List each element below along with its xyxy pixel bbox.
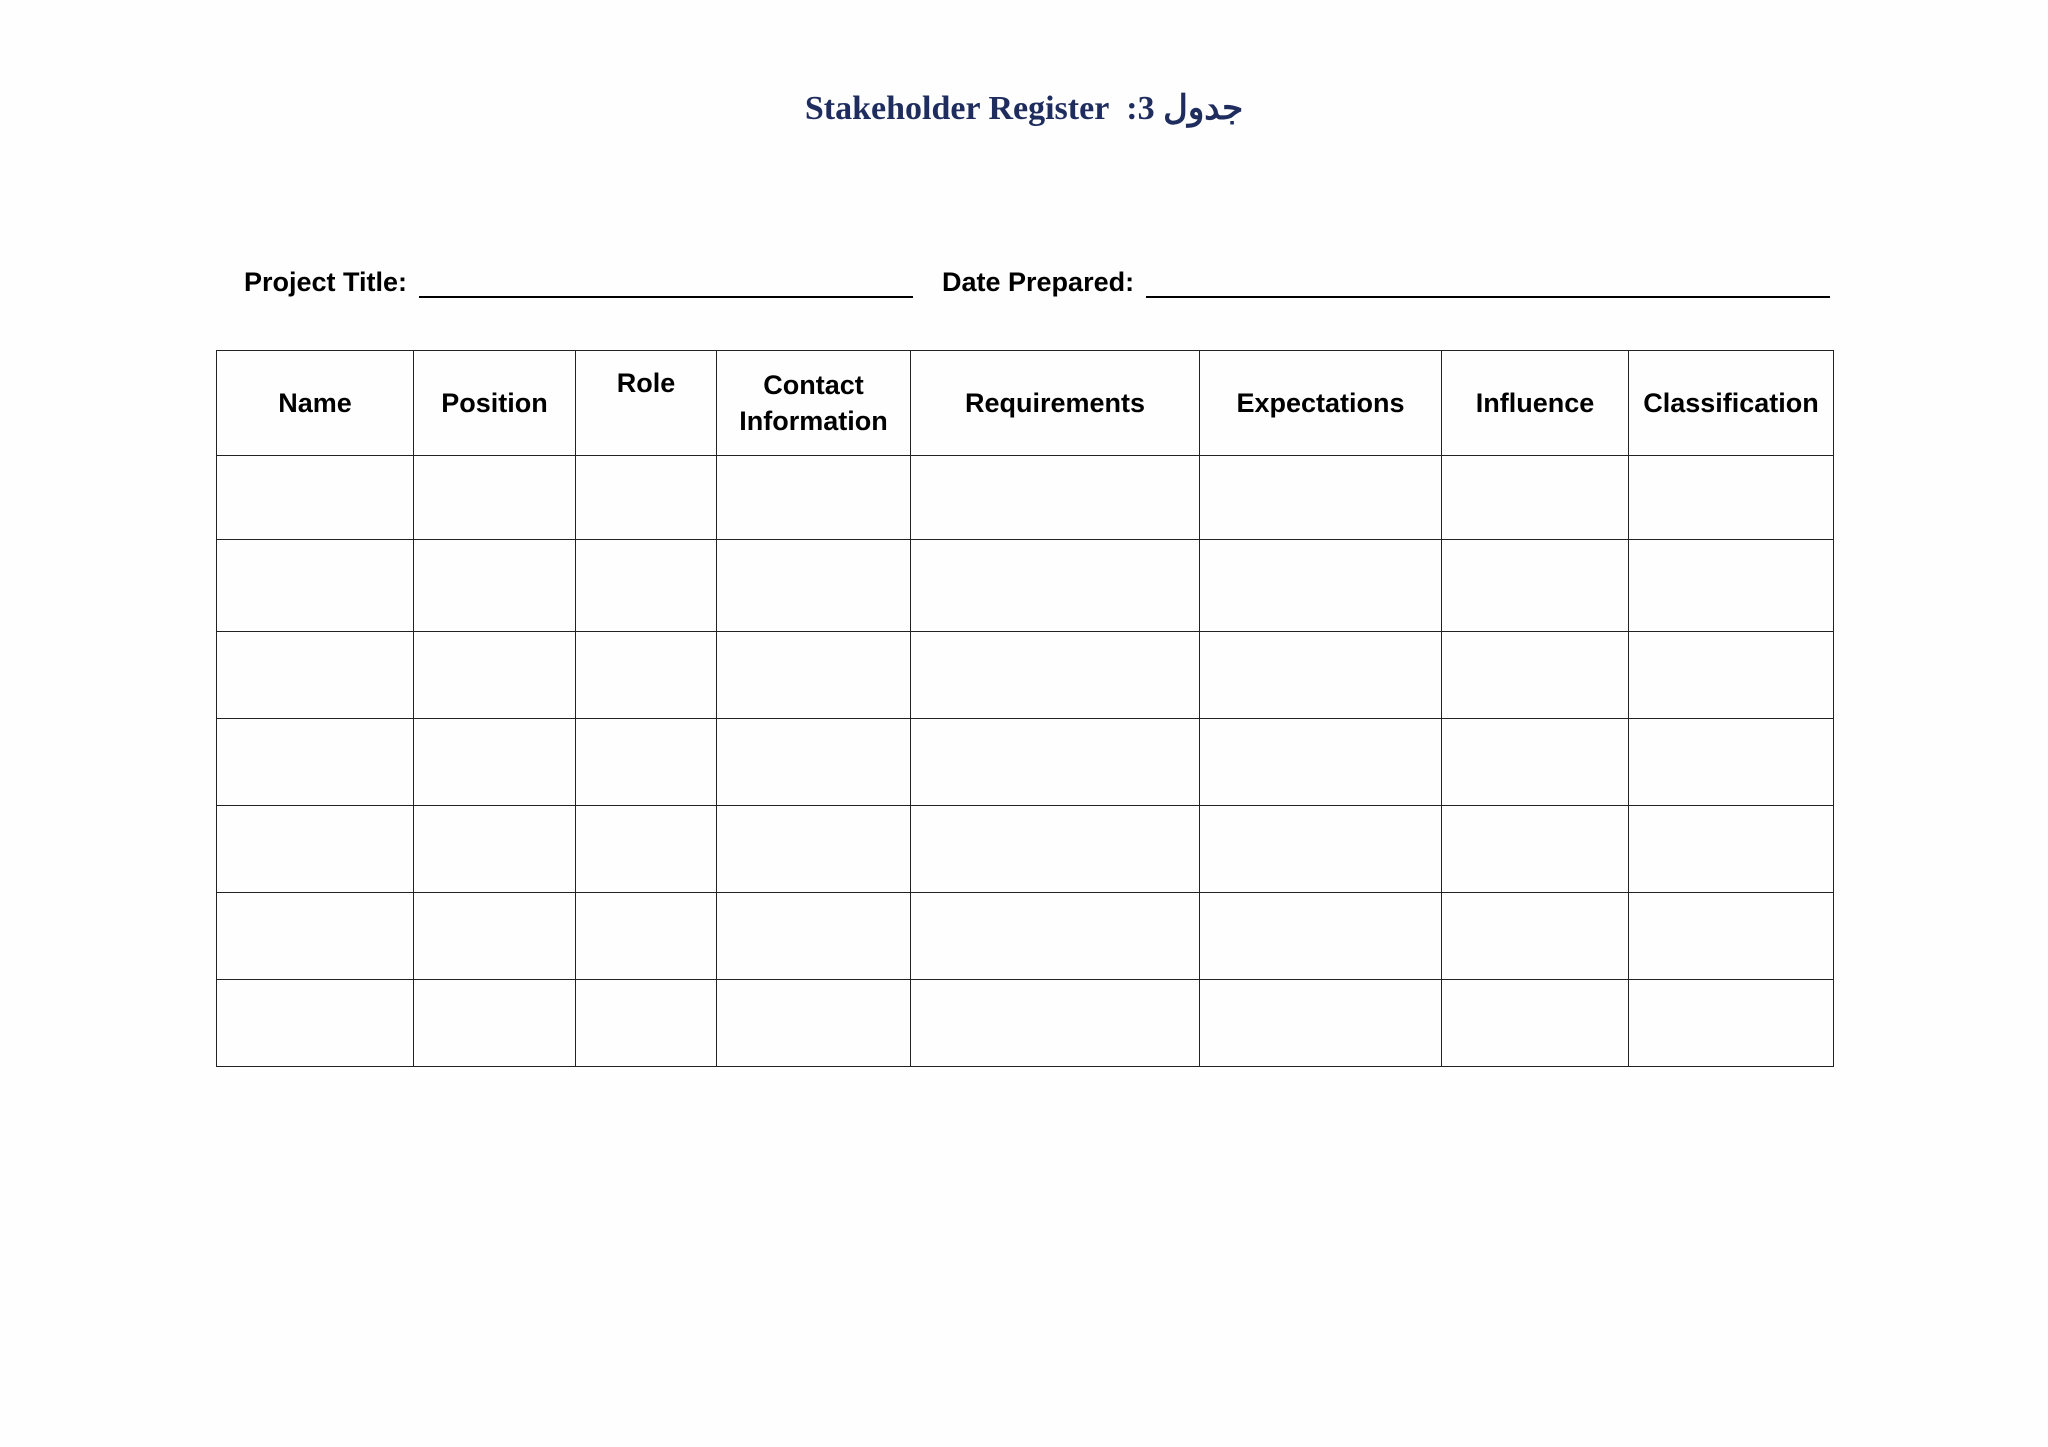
table-row (217, 719, 1834, 806)
table-row (217, 893, 1834, 980)
table-cell-position[interactable] (414, 980, 576, 1067)
table-cell-requirements[interactable] (911, 540, 1200, 632)
table-cell-name[interactable] (217, 540, 414, 632)
column-header-classification: Classification (1629, 351, 1834, 456)
project-title-input-line[interactable] (419, 266, 913, 298)
table-cell-expectations[interactable] (1200, 893, 1442, 980)
table-cell-influence[interactable] (1442, 980, 1629, 1067)
page-title-english: Stakeholder Register (804, 90, 1110, 127)
page-title-arabic: جدول 3: (1126, 90, 1244, 127)
table-row (217, 540, 1834, 632)
table-cell-expectations[interactable] (1200, 980, 1442, 1067)
column-header-requirements: Requirements (911, 351, 1200, 456)
table-cell-name[interactable] (217, 980, 414, 1067)
date-prepared-field (942, 258, 1830, 298)
table-cell-influence[interactable] (1442, 540, 1629, 632)
table-cell-classification[interactable] (1629, 540, 1834, 632)
table-header-row (217, 351, 1834, 456)
table-cell-contact-information[interactable] (717, 540, 911, 632)
table-row (217, 806, 1834, 893)
table-cell-expectations[interactable] (1200, 806, 1442, 893)
project-title-label: Project Title: (244, 267, 408, 297)
table-cell-requirements[interactable] (911, 980, 1200, 1067)
table-cell-position[interactable] (414, 540, 576, 632)
table-row (217, 632, 1834, 719)
table-cell-classification[interactable] (1629, 632, 1834, 719)
table-cell-role[interactable] (576, 893, 717, 980)
table-cell-expectations[interactable] (1200, 540, 1442, 632)
table-cell-name[interactable] (217, 806, 414, 893)
table-cell-name[interactable] (217, 632, 414, 719)
table-cell-classification[interactable] (1629, 806, 1834, 893)
table-cell-position[interactable] (414, 806, 576, 893)
table-cell-position[interactable] (414, 719, 576, 806)
table-cell-expectations[interactable] (1200, 456, 1442, 540)
table-cell-influence[interactable] (1442, 806, 1629, 893)
table-cell-position[interactable] (414, 893, 576, 980)
column-header-name: Name (217, 351, 414, 456)
table-cell-role[interactable] (576, 980, 717, 1067)
table-cell-requirements[interactable] (911, 632, 1200, 719)
table-cell-requirements[interactable] (911, 893, 1200, 980)
table-cell-contact-information[interactable] (717, 893, 911, 980)
table-cell-role[interactable] (576, 806, 717, 893)
table-cell-influence[interactable] (1442, 719, 1629, 806)
table-cell-contact-information[interactable] (717, 632, 911, 719)
column-header-role: Role (576, 351, 717, 456)
table-cell-expectations[interactable] (1200, 719, 1442, 806)
table-cell-name[interactable] (217, 893, 414, 980)
table-cell-classification[interactable] (1629, 980, 1834, 1067)
table-cell-name[interactable] (217, 456, 414, 540)
table-cell-contact-information[interactable] (717, 980, 911, 1067)
table-cell-position[interactable] (414, 632, 576, 719)
column-header-influence: Influence (1442, 351, 1629, 456)
project-title-field (244, 258, 913, 298)
table-cell-contact-information[interactable] (717, 456, 911, 540)
date-prepared-input-line[interactable] (1146, 266, 1830, 298)
table-cell-position[interactable] (414, 456, 576, 540)
table-cell-role[interactable] (576, 719, 717, 806)
table-cell-influence[interactable] (1442, 456, 1629, 540)
table-cell-classification[interactable] (1629, 893, 1834, 980)
table-cell-contact-information[interactable] (717, 719, 911, 806)
page-title (0, 88, 2048, 128)
column-header-position: Position (414, 351, 576, 456)
table-cell-role[interactable] (576, 540, 717, 632)
table-row (217, 456, 1834, 540)
table-cell-requirements[interactable] (911, 456, 1200, 540)
column-header-contact-information-text: Contact Information (739, 370, 888, 436)
table-cell-expectations[interactable] (1200, 632, 1442, 719)
table-cell-name[interactable] (217, 719, 414, 806)
table-cell-role[interactable] (576, 456, 717, 540)
table-cell-influence[interactable] (1442, 893, 1629, 980)
stakeholder-register-table (216, 350, 1834, 1067)
date-prepared-label: Date Prepared: (942, 267, 1135, 297)
table-cell-requirements[interactable] (911, 806, 1200, 893)
column-header-contact-information (717, 351, 911, 456)
table-cell-requirements[interactable] (911, 719, 1200, 806)
table-cell-classification[interactable] (1629, 719, 1834, 806)
table-row (217, 980, 1834, 1067)
table-cell-influence[interactable] (1442, 632, 1629, 719)
table-cell-role[interactable] (576, 632, 717, 719)
table-cell-classification[interactable] (1629, 456, 1834, 540)
table-cell-contact-information[interactable] (717, 806, 911, 893)
column-header-expectations: Expectations (1200, 351, 1442, 456)
